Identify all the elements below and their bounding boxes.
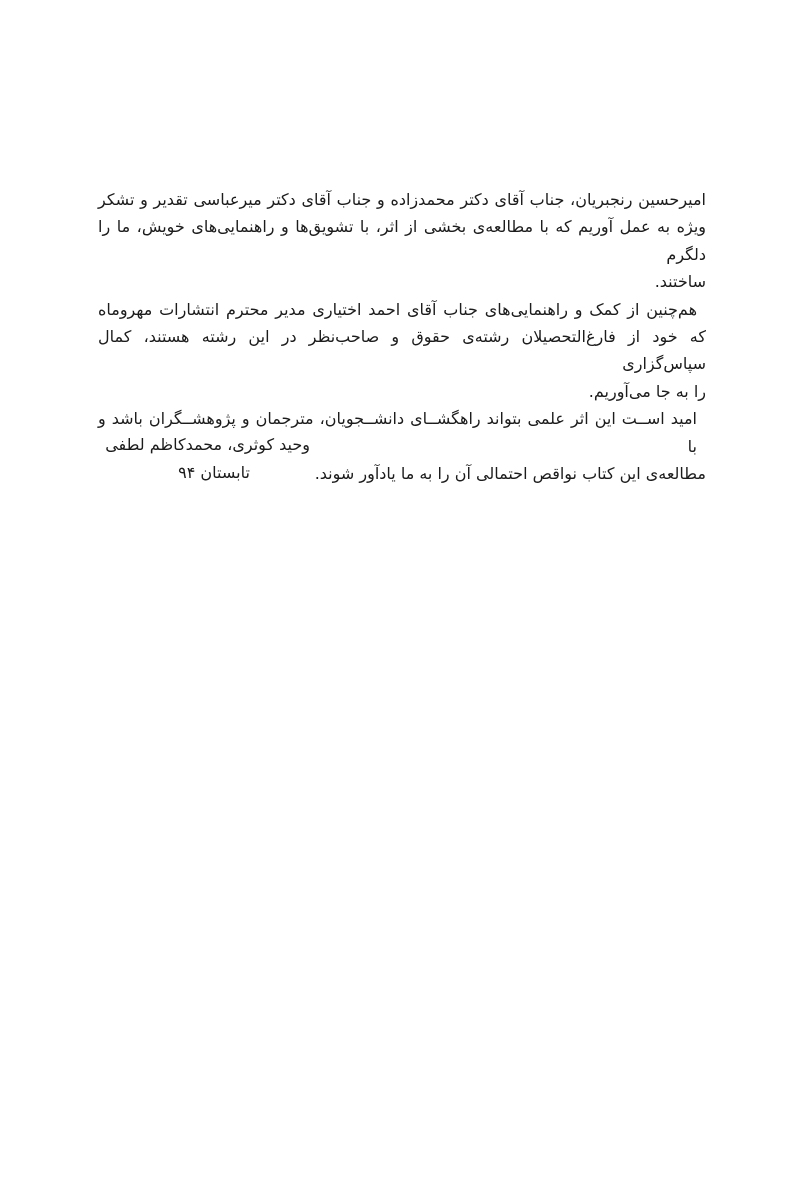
- signature-authors: وحید کوثری، محمدکاظم لطفی: [105, 435, 310, 454]
- paragraph-2-line-3: را به جا می‌آوریم.: [588, 381, 706, 401]
- paragraph-1-line-3: ساختند.: [654, 272, 706, 292]
- paragraph-1-line-1: امیرحسین رنجبریان، جناب آقای دکتر محمدزاده و جناب آقای دکتر میرعباسی تقدیر و تشکر: [98, 190, 706, 209]
- paragraph-3-line-2: مطالعه‌ی این کتاب نواقص احتمالی آن را به ما یادآور شوند.: [314, 464, 706, 484]
- signature-block: [105, 431, 310, 486]
- paragraph-3-line-1: امید اســت این اثر علمی بتواند راهگشــای دانشــجویان، مترجمان و پژوهشــگران باشد و با: [98, 409, 697, 456]
- paragraph-2-line-2: که خود از فارغ‌التحصیلان رشته‌ی حقوق و صاحب‌نظر در این رشته هستند، کمال سپاس‌گزاری: [98, 327, 706, 374]
- signature-date: تابستان ۹۴: [178, 462, 250, 482]
- paragraph-1-line-2: ویژه به عمل آوریم که با مطالعه‌ی بخشی از اثر، با تشویق‌ها و راهنمایی‌های خویش، ما را دلگرم: [98, 217, 706, 264]
- paragraph-2-line-1: هم‌چنین از کمک و راهنمایی‌های جناب آقای احمد اختیاری مدیر محترم انتشارات مهروماه: [98, 299, 697, 319]
